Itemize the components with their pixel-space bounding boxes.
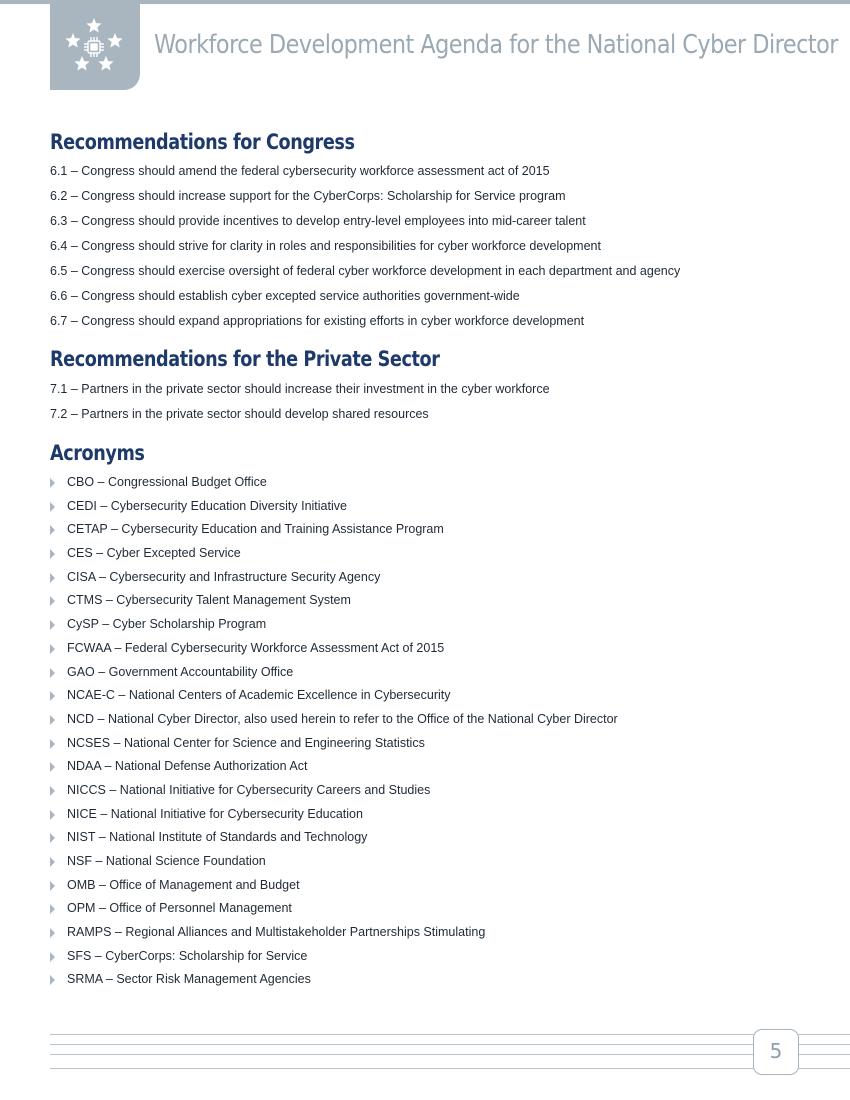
bullet-triangle-icon <box>50 596 55 606</box>
list-item: NSF – National Science Foundation <box>50 850 618 874</box>
list-item: 6.2 – Congress should increase support for the CyberCorps: Scholarship for Service program <box>50 189 566 203</box>
list-item: CISA – Cybersecurity and Infrastructure Security Agency <box>50 566 618 590</box>
bullet-triangle-icon <box>50 668 55 678</box>
list-item: FCWAA – Federal Cybersecurity Workforce Assessment Act of 2015 <box>50 637 618 661</box>
page-number: 5 <box>753 1029 799 1075</box>
list-item: NICCS – National Initiative for Cybersecurity Careers and Studies <box>50 779 618 803</box>
list-item: RAMPS – Regional Alliances and Multistakeholder Partnerships Stimulating <box>50 921 618 945</box>
list-item: GAO – Government Accountability Office <box>50 661 618 685</box>
bullet-triangle-icon <box>50 904 55 914</box>
bullet-triangle-icon <box>50 549 55 559</box>
list-item: CETAP – Cybersecurity Education and Training Assistance Program <box>50 518 618 542</box>
list-item: CES – Cyber Excepted Service <box>50 542 618 566</box>
logo <box>50 4 140 90</box>
bullet-triangle-icon <box>50 833 55 843</box>
acronyms-heading: Acronyms <box>50 441 145 465</box>
document-title: Workforce Development Agenda for the National Cyber Director <box>154 30 838 60</box>
list-item: NICE – National Initiative for Cybersecurity Education <box>50 803 618 827</box>
list-item: NIST – National Institute of Standards and Technology <box>50 826 618 850</box>
list-item: 6.5 – Congress should exercise oversight of federal cyber workforce development in each department and agency <box>50 264 681 278</box>
acronyms-list <box>50 471 618 992</box>
bullet-triangle-icon <box>50 739 55 749</box>
private-sector-heading: Recommendations for the Private Sector <box>50 347 440 371</box>
list-item: OPM – Office of Personnel Management <box>50 897 618 921</box>
private-sector-recommendations-list <box>50 377 550 427</box>
list-item: CySP – Cyber Scholarship Program <box>50 613 618 637</box>
list-item: 6.6 – Congress should establish cyber excepted service authorities government-wide <box>50 289 520 303</box>
bullet-triangle-icon <box>50 975 55 985</box>
bullet-triangle-icon <box>50 691 55 701</box>
list-item: 7.2 – Partners in the private sector should develop shared resources <box>50 407 429 421</box>
congress-heading: Recommendations for Congress <box>50 130 355 154</box>
list-item: 6.1 – Congress should amend the federal cybersecurity workforce assessment act of 2015 <box>50 164 550 178</box>
bullet-triangle-icon <box>50 573 55 583</box>
bullet-triangle-icon <box>50 762 55 772</box>
list-item: NDAA – National Defense Authorization Act <box>50 755 618 779</box>
list-item: CTMS – Cybersecurity Talent Management System <box>50 589 618 613</box>
bullet-triangle-icon <box>50 525 55 535</box>
bullet-triangle-icon <box>50 478 55 488</box>
list-item: OMB – Office of Management and Budget <box>50 874 618 898</box>
bullet-triangle-icon <box>50 810 55 820</box>
footer-rules <box>50 1030 850 1070</box>
list-item: 7.1 – Partners in the private sector should increase their investment in the cyber workforce <box>50 382 550 396</box>
list-item: SRMA – Sector Risk Management Agencies <box>50 968 618 992</box>
congress-recommendations-list <box>50 159 680 334</box>
list-item: 6.7 – Congress should expand appropriations for existing efforts in cyber workforce development <box>50 314 585 328</box>
bullet-triangle-icon <box>50 502 55 512</box>
list-item: CBO – Congressional Budget Office <box>50 471 618 495</box>
bullet-triangle-icon <box>50 620 55 630</box>
bullet-triangle-icon <box>50 644 55 654</box>
list-item: NCSES – National Center for Science and Engineering Statistics <box>50 732 618 756</box>
bullet-triangle-icon <box>50 952 55 962</box>
list-item: CEDI – Cybersecurity Education Diversity Initiative <box>50 495 618 519</box>
list-item: 6.3 – Congress should provide incentives to develop entry-level employees into mid-career talent <box>50 214 586 228</box>
bullet-triangle-icon <box>50 928 55 938</box>
list-item: 6.4 – Congress should strive for clarity in roles and responsibilities for cyber workforce development <box>50 239 601 253</box>
list-item: NCAE-C – National Centers of Academic Excellence in Cybersecurity <box>50 684 618 708</box>
list-item: SFS – CyberCorps: Scholarship for Service <box>50 945 618 969</box>
bullet-triangle-icon <box>50 881 55 891</box>
bullet-triangle-icon <box>50 786 55 796</box>
list-item: NCD – National Cyber Director, also used herein to refer to the Office of the National Cyber Director <box>50 708 618 732</box>
stars-chip-icon <box>50 4 140 90</box>
bullet-triangle-icon <box>50 715 55 725</box>
bullet-triangle-icon <box>50 857 55 867</box>
